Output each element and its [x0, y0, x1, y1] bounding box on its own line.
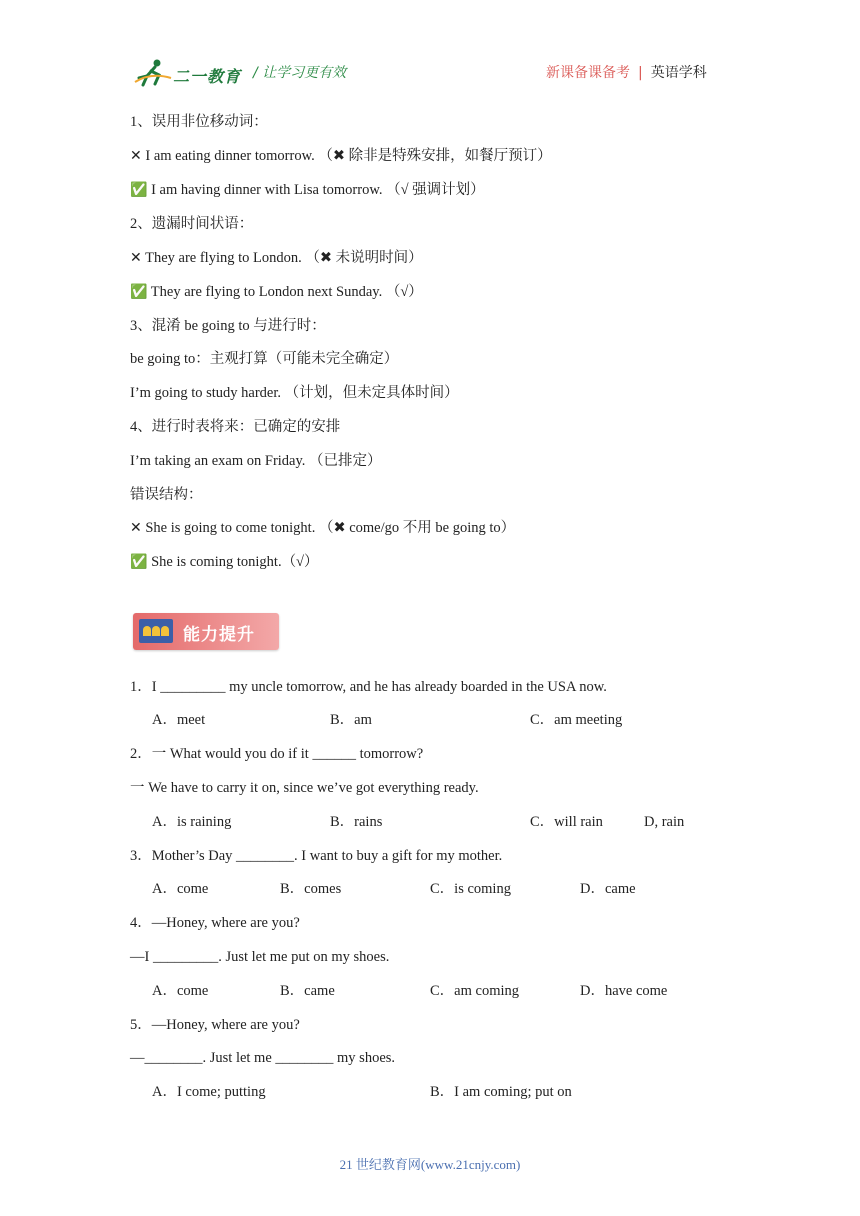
- question-stem: 一 We have to carry it on, since we’ve got everything ready.: [130, 780, 479, 796]
- option-a: A．come: [152, 983, 209, 999]
- question-stem: 5．—Honey, where are you?: [130, 1017, 300, 1033]
- option-a: A．is raining: [152, 814, 232, 830]
- check-icon: ✅: [130, 284, 148, 300]
- cross-icon: ✕: [130, 520, 142, 536]
- cross-icon: ✕: [130, 250, 142, 266]
- option-b: B．comes: [280, 881, 342, 897]
- option-d: D．came: [580, 881, 636, 897]
- note-line: 错误结构：: [130, 487, 203, 503]
- check-icon: ✅: [130, 554, 148, 570]
- note-line: ✕ They are flying to London. （✖ 未说明时间）: [130, 250, 423, 266]
- footer-source: 21 世纪教育网(www.21cnjy.com): [339, 1157, 521, 1172]
- header-course: 新课备课备考: [546, 65, 630, 81]
- option-a: A．I come; putting: [152, 1084, 266, 1100]
- note-line: 3、混淆 be going to 与进行时：: [130, 318, 326, 334]
- header-divider: |: [638, 65, 643, 81]
- logo-text: 二一教育: [173, 67, 242, 86]
- check-icon: ✅: [130, 182, 148, 198]
- option-a: A．meet: [152, 712, 206, 728]
- section-title: 能力提升: [183, 625, 255, 645]
- note-line: ✕ I am eating dinner tomorrow. （✖ 除非是特殊安排，如餐厅预订）: [130, 148, 552, 164]
- option-c: C．will rain: [530, 814, 603, 830]
- question-stem: —I _________. Just let me put on my shoes.: [130, 949, 390, 965]
- note-line: ✅ They are flying to London next Sunday. （√）: [130, 284, 423, 300]
- option-c: C．am meeting: [530, 712, 623, 728]
- question-stem: 2．一 What would you do if it ______ tomorrow?: [130, 746, 424, 762]
- question-stem: —________. Just let me ________ my shoes.: [130, 1050, 396, 1066]
- cross-icon: ✕: [130, 148, 142, 164]
- runner-logo-icon: [133, 58, 173, 88]
- question-stem: 4．—Honey, where are you?: [130, 915, 300, 931]
- option-a: A．come: [152, 881, 209, 897]
- option-c: C．is coming: [430, 881, 511, 897]
- option-c: C．am coming: [430, 983, 520, 999]
- slogan: / 让学习更有效: [253, 65, 347, 81]
- note-line: 1、误用非位移动词：: [130, 114, 268, 130]
- note-line: ✅ She is coming tonight.（√）: [130, 554, 319, 570]
- note-line: be going to：主观打算（可能未完全确定）: [130, 351, 399, 367]
- note-line: I’m taking an exam on Friday. （已排定）: [130, 453, 382, 469]
- option-d: D, rain: [644, 814, 685, 830]
- header-subject-label: 英语学科: [650, 65, 707, 81]
- question-stem: 1．I _________ my uncle tomorrow, and he has already boarded in the USA now.: [130, 679, 607, 695]
- section-badge: [133, 613, 279, 650]
- option-b: B．rains: [330, 814, 383, 830]
- header-subject: [546, 62, 707, 82]
- option-b: B．came: [280, 983, 335, 999]
- brand-logo: [133, 58, 243, 88]
- note-line: ✅ I am having dinner with Lisa tomorrow. （√ 强调计划）: [130, 182, 485, 198]
- question-stem: 3．Mother’s Day ________. I want to buy a gift for my mother.: [130, 848, 503, 864]
- option-b: B．am: [330, 712, 372, 728]
- note-line: 4、进行时表将来：已确定的安排: [130, 419, 341, 435]
- note-line: ✕ She is going to come tonight. （✖ come/go 不用 be going to）: [130, 520, 516, 536]
- option-d: D．have come: [580, 983, 668, 999]
- classroom-icon: [139, 619, 173, 643]
- option-b: B．I am coming; put on: [430, 1084, 572, 1100]
- note-line: 2、遗漏时间状语：: [130, 216, 254, 232]
- note-line: I’m going to study harder. （计划，但未定具体时间）: [130, 385, 459, 401]
